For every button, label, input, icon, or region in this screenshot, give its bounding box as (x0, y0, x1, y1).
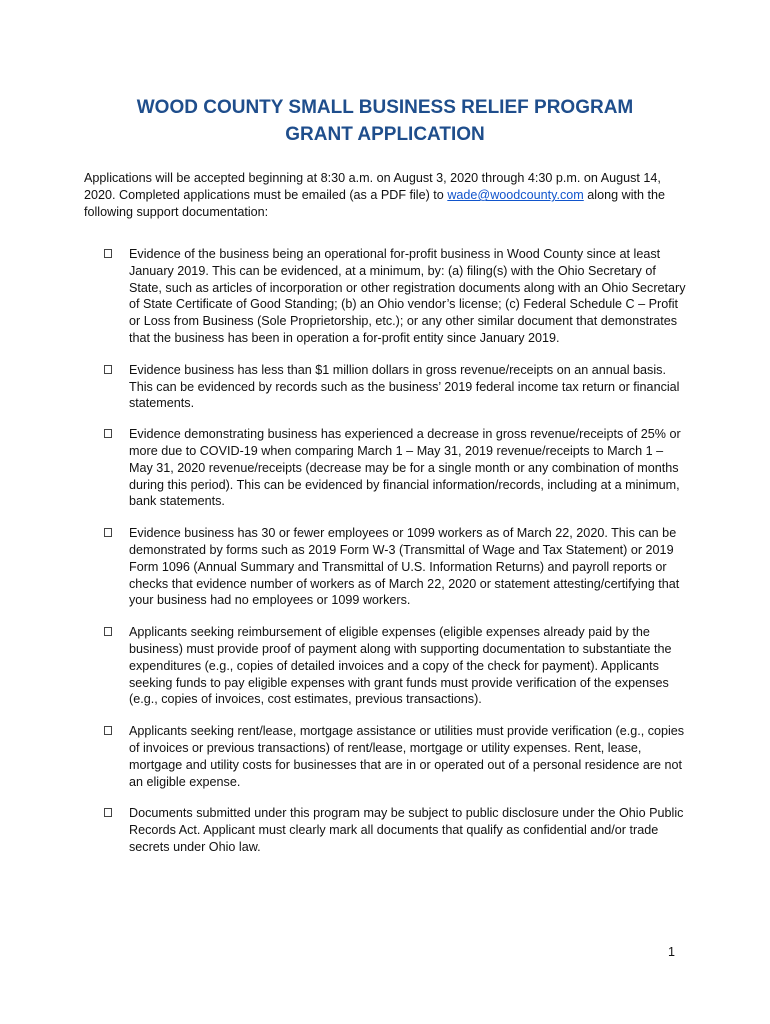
intro-text-after-link: along with the following support documentation: (84, 188, 665, 220)
document-title (0, 94, 770, 148)
checklist-item (84, 624, 690, 708)
checklist-item-text: Applicants seeking reimbursement of eligible expenses (eligible expenses already paid by the business) must provide proof of payment along with supporting documentation to substantiate the expenditures (e.g., copies of detailed invoices and a copy of the check for payment). Applicants seeking funds to pay eligible expenses with grant funds must provide verification of the expenses (e.g., copies of invoices, cost estimates, previous transactions). (129, 625, 672, 707)
intro-text-before-link: Applications will be accepted beginning at 8:30 a.m. on August 3, 2020 through 4:30 p.m. on August 14, 2020. Completed applications must be emailed (as a PDF file) to (84, 171, 661, 203)
checklist-item (84, 426, 690, 510)
checklist-item-text: Evidence demonstrating business has experienced a decrease in gross revenue/receipts of 25% or more due to COVID-19 when comparing March 1 – May 31, 2019 revenue/receipts to March 1 – May 31, 2020 revenue/receipts (decrease may be for a single month or any combination of months during this period). This can be evidenced by financial information/records, including at a minimum, bank statements. (129, 427, 681, 509)
checklist-item-text: Applicants seeking rent/lease, mortgage assistance or utilities must provide verification (e.g., copies of invoices or previous transactions) of rent/lease, mortgage or utility expenses. Rent, lease, mortgage and utility costs for businesses that are in or operated out of a personal residence are not an eligible expense. (129, 724, 685, 789)
title-line-2: GRANT APPLICATION (285, 124, 485, 145)
email-link[interactable]: wade@woodcounty.com (447, 188, 584, 203)
checklist-item (84, 525, 690, 609)
documentation-checklist (84, 246, 690, 856)
intro-paragraph (84, 170, 684, 222)
checklist-item (84, 362, 690, 412)
checkbox-icon[interactable] (104, 429, 112, 438)
checkbox-icon[interactable] (104, 528, 112, 537)
checklist-item (84, 805, 690, 855)
page-number: 1 (668, 945, 676, 959)
title-line-1: WOOD COUNTY SMALL BUSINESS RELIEF PROGRAM (136, 97, 634, 118)
checklist-item (84, 246, 690, 347)
checkbox-icon[interactable] (104, 365, 112, 374)
checkbox-icon[interactable] (104, 627, 112, 636)
checkbox-icon[interactable] (104, 249, 112, 258)
checklist-item-text: Documents submitted under this program may be subject to public disclosure under the Ohio Public Records Act. Applicant must clearly mark all documents that qualify as confidential and/or trade secrets under Ohio law. (129, 806, 684, 854)
checklist-item-text: Evidence of the business being an operational for-profit business in Wood County since at least January 2019. This can be evidenced, at a minimum, by: (a) filing(s) with the Ohio Secretary of State, such as articles of incorporation or other registration documents along with an Ohio Secretary of State Certificate of Good Standing; (b) an Ohio vendor’s license; (c) Federal Schedule C – Profit or Loss from Business (Sole Proprietorship, etc.); or any other similar document that demonstrates that the business has been in operation a for-profit entity since January 2019. (129, 247, 686, 345)
checklist-item (84, 723, 690, 790)
checklist-item-text: Evidence business has less than $1 million dollars in gross revenue/receipts on an annual basis. This can be evidenced by records such as the business’ 2019 federal income tax return or financial statements. (129, 362, 680, 411)
checkbox-icon[interactable] (104, 808, 112, 817)
checkbox-icon[interactable] (104, 726, 112, 735)
checklist-item-text: Evidence business has 30 or fewer employees or 1099 workers as of March 22, 2020. This can be demonstrated by forms such as 2019 Form W-3 (Transmittal of Wage and Tax Statement) or 2019 Form 1096 (Annual Summary and Transmittal of U.S. Information Returns) and payroll reports or checks that evidence number of workers as of March 22, 2020 or statement attesting/certifying that your business had no employees or 1099 workers. (129, 526, 680, 608)
